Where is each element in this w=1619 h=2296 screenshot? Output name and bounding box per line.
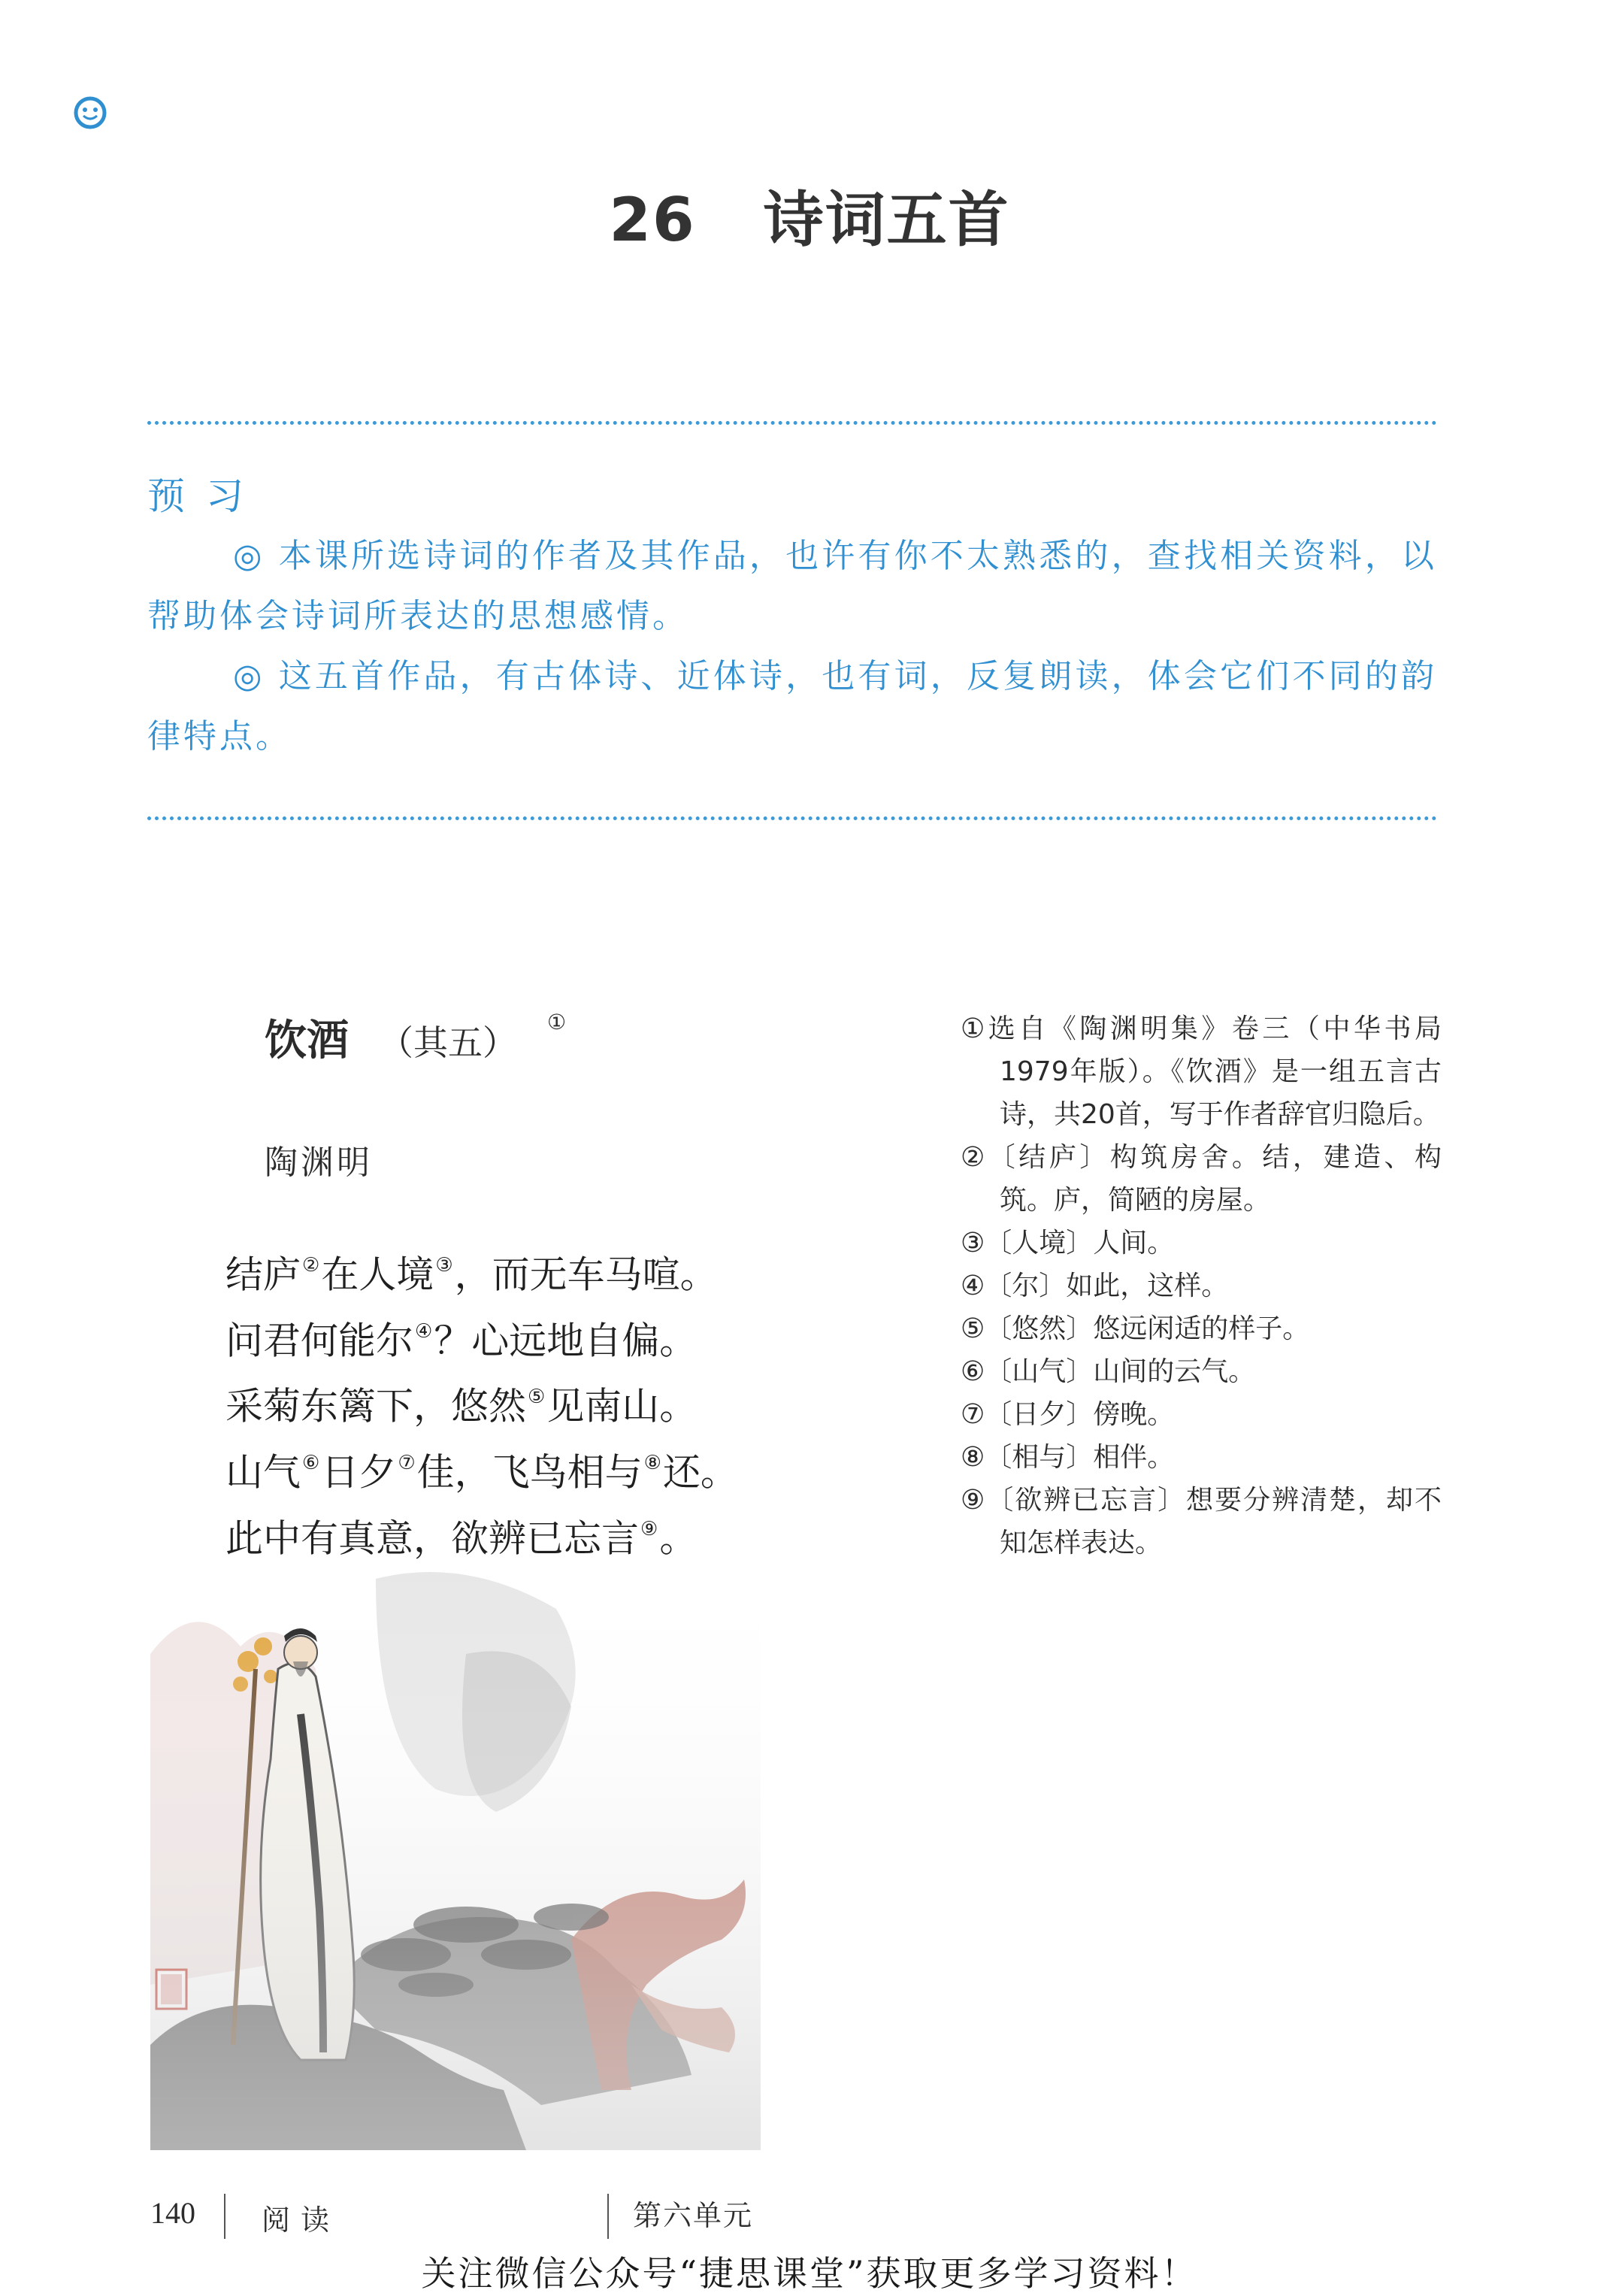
- footnote-marker: ②: [302, 1254, 320, 1277]
- preview-heading: 预习: [147, 474, 265, 518]
- poem-subtitle: （其五）: [379, 1022, 517, 1063]
- poem-body: [225, 1239, 738, 1568]
- preview-item: ◎ 这五首作品，有古体诗、近体诗，也有词，反复朗读，体会它们不同的韵律特点。: [147, 657, 1437, 756]
- poem-text: 此中有真意，欲辨已忘言: [225, 1516, 639, 1561]
- preview-top-divider: [147, 421, 1437, 425]
- lesson-title-text: 诗词五首: [763, 185, 1010, 255]
- footnote-marker: ⑨: [640, 1517, 658, 1540]
- preview-bottom-divider: [147, 816, 1437, 820]
- footer-section-label: 阅读: [262, 2204, 340, 2237]
- footnote-marker: ④: [415, 1319, 433, 1343]
- smiley-icon: [74, 96, 107, 129]
- footnote-marker: ⑥: [302, 1451, 320, 1474]
- footer-divider: [224, 2194, 225, 2239]
- footnote-item: ⑥〔山气〕山间的云气。: [961, 1356, 1256, 1387]
- footer-divider: [607, 2194, 609, 2239]
- poem-text: 山气: [225, 1450, 301, 1495]
- footnote-marker: ⑧: [643, 1451, 661, 1474]
- footnote-item: ⑧〔相与〕相伴。: [961, 1442, 1175, 1473]
- footnote-item: ⑤〔悠然〕悠远闲适的样子。: [961, 1313, 1310, 1344]
- poem-line: [225, 1371, 738, 1437]
- poem-text: 。: [659, 1516, 698, 1561]
- preview-item: ◎ 本课所选诗词的作者及其作品，也许有你不太熟悉的，查找相关资料，以帮助体会诗词所表达的思想感情。: [147, 537, 1437, 635]
- poem-text: 采菊东篱下，悠然: [225, 1384, 526, 1428]
- poem-line: [225, 1503, 738, 1569]
- poem-text: 佳，飞鸟相与: [416, 1450, 643, 1495]
- poem-title: [265, 1007, 566, 1068]
- poem-title-text: 饮酒: [265, 1016, 349, 1065]
- footnote-item: ②〔结庐〕构筑房舍。结，建造、构筑。庐，简陋的房屋。: [961, 1142, 1442, 1216]
- footer-notice: 关注微信公众号“捷思课堂”获取更多学习资料！: [421, 2253, 1198, 2294]
- footer-unit-label: 第六单元: [633, 2199, 754, 2232]
- poem-text: ？心远地自偏。: [434, 1319, 698, 1363]
- poem-text: 结庐: [225, 1253, 301, 1297]
- footnote-item: ④〔尔〕如此，这样。: [961, 1271, 1229, 1301]
- poem-text: 日夕: [321, 1450, 397, 1495]
- poem-line: [225, 1437, 738, 1503]
- footnote-item: ③〔人境〕人间。: [961, 1228, 1175, 1259]
- poem-text: 还。: [662, 1450, 738, 1495]
- footnote-item: ⑦〔日夕〕傍晚。: [961, 1399, 1175, 1430]
- poet-illustration: [150, 1564, 761, 2150]
- footnote-item: ①选自《陶渊明集》卷三（中华书局1979年版）。《饮酒》是一组五言古诗，共20首，写于作者辞官归隐后。: [961, 1013, 1442, 1130]
- footnotes: [961, 1007, 1442, 1564]
- preview-box: [147, 466, 1437, 767]
- poem-text: 见南山。: [546, 1384, 698, 1428]
- poem-line: [225, 1305, 738, 1371]
- poem-author: 陶渊明: [265, 1143, 373, 1182]
- lesson-number: 26: [609, 185, 696, 255]
- footnote-item: ⑨〔欲辨已忘言〕想要分辨清楚，却不知怎样表达。: [961, 1485, 1442, 1558]
- poem-text: 问君何能尔: [225, 1319, 413, 1363]
- poem-line: [225, 1239, 738, 1305]
- footnote-marker: ⑤: [528, 1386, 546, 1409]
- footnote-marker: ①: [547, 1010, 567, 1035]
- poem-text: 在人境: [321, 1253, 434, 1297]
- poem-text: ，而无车马喧。: [454, 1253, 718, 1297]
- page-number: 140: [150, 2196, 195, 2230]
- footnote-marker: ⑦: [398, 1451, 416, 1474]
- lesson-title: [0, 171, 1619, 258]
- footnote-marker: ③: [435, 1254, 453, 1277]
